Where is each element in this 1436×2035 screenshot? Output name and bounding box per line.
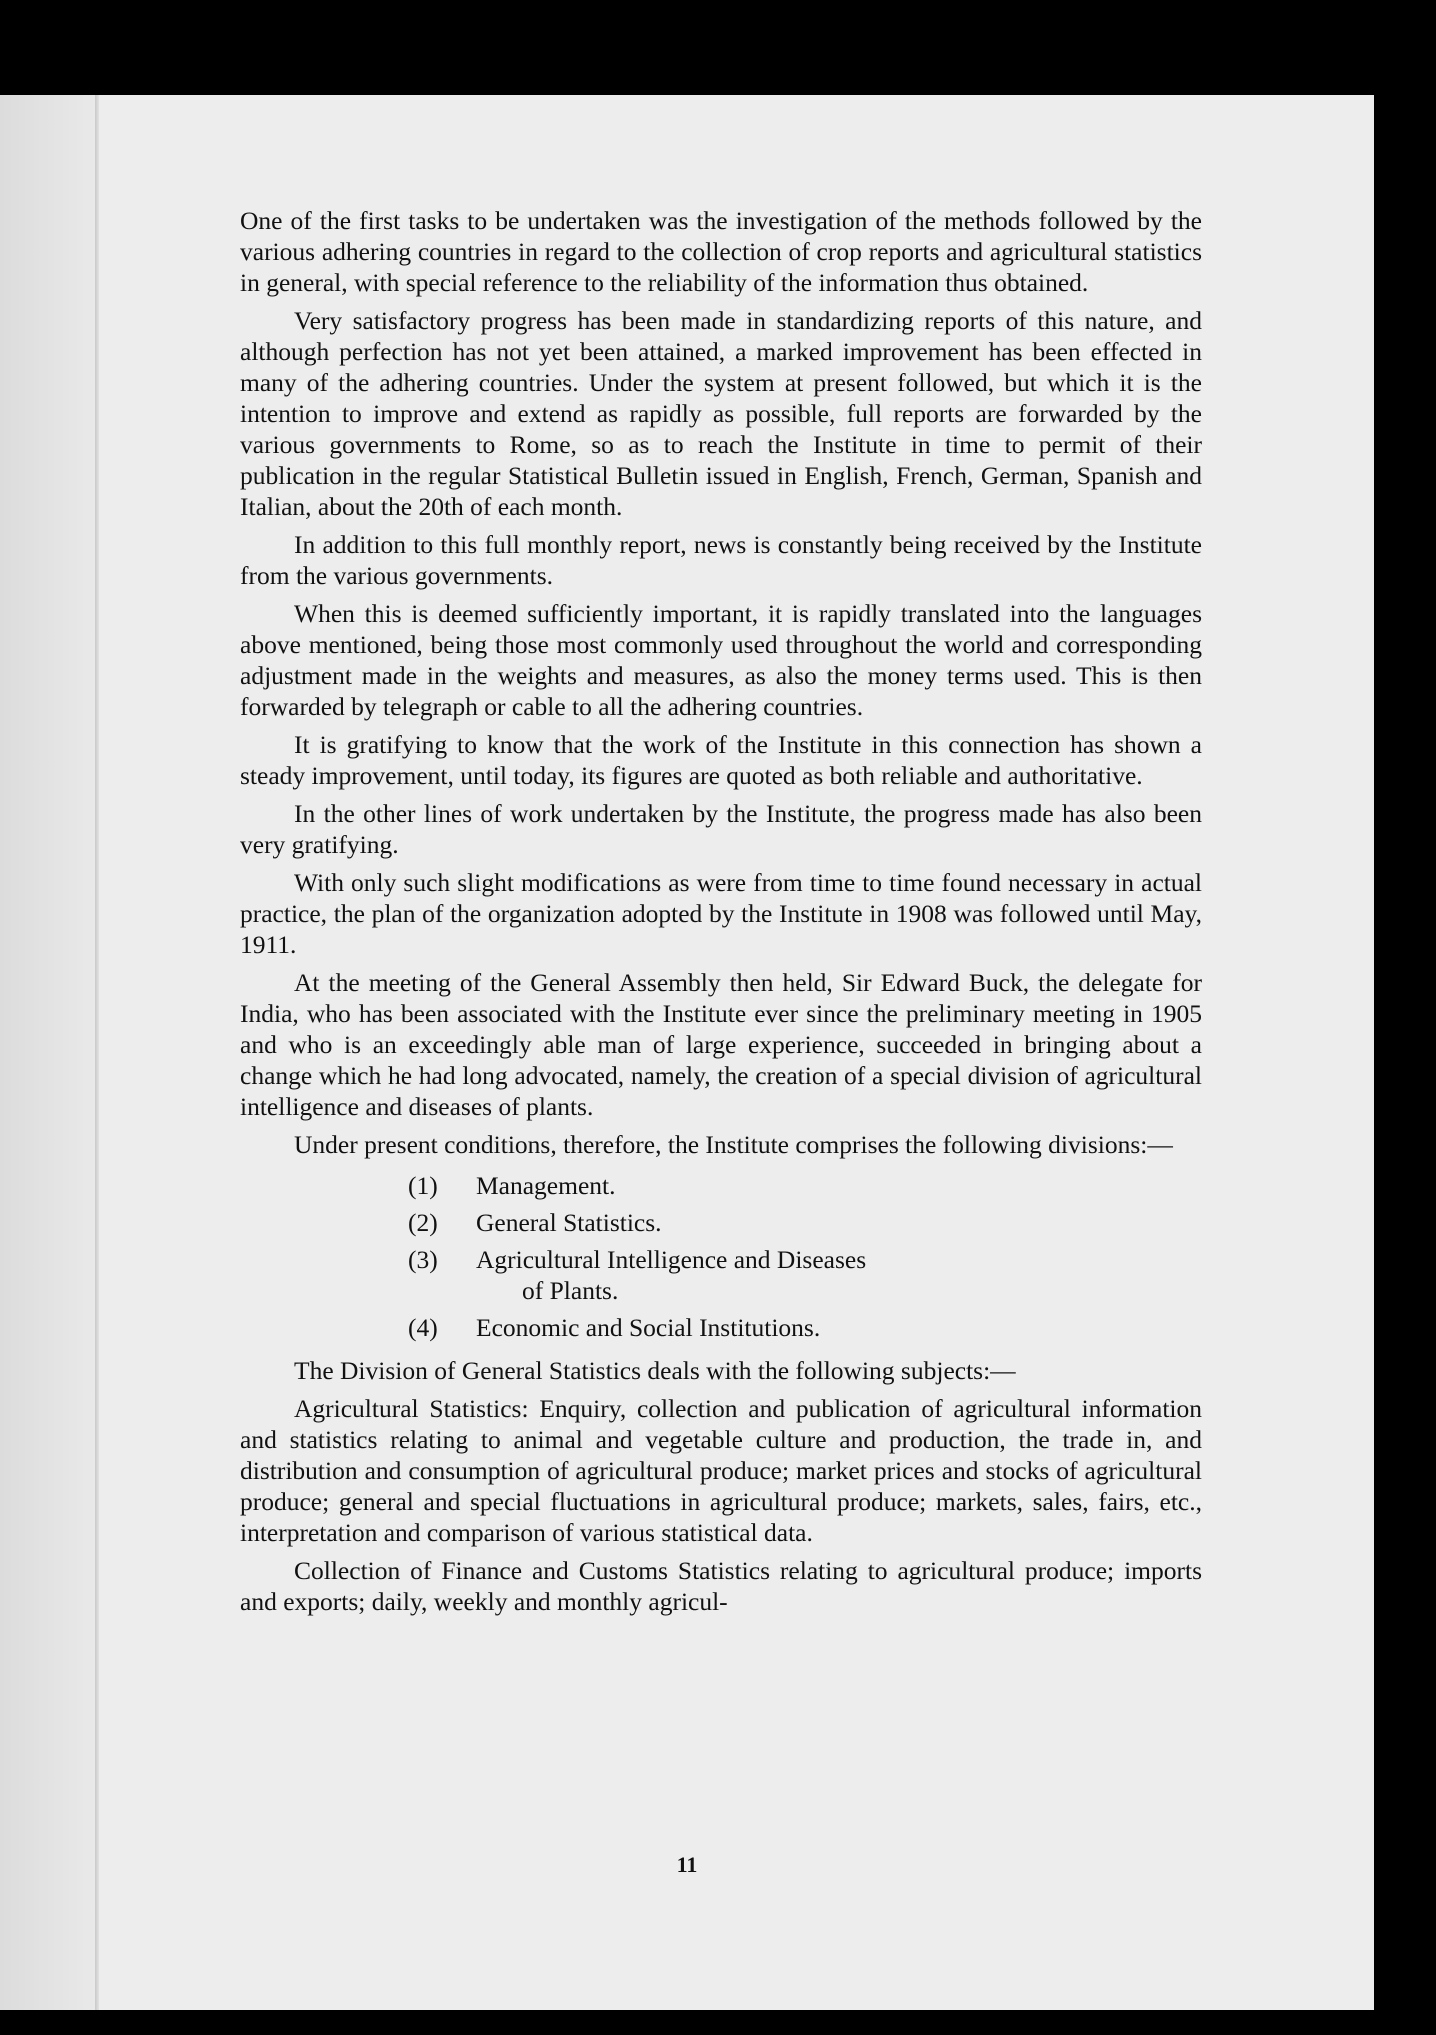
page-spine-shadow bbox=[95, 95, 99, 2010]
list-item bbox=[408, 1244, 1202, 1306]
division-label: Agricultural Intelligence and Diseases bbox=[476, 1245, 867, 1274]
paragraph: When this is deemed sufficiently important, it is rapidly translated into the languages above mentioned, being those most commonly used throughout the world and corresponding adjustment made in the weights and measures, as also the money terms used. This is then forwarded by telegraph or cable to all the adhering countries. bbox=[240, 599, 1202, 721]
division-number: (3) bbox=[408, 1245, 438, 1274]
body-text bbox=[240, 205, 1202, 1624]
division-label: General Statistics. bbox=[476, 1208, 662, 1237]
paragraph: Agricultural Statistics: Enquiry, collection and publication of agricultural information and statistics relating to animal and vegetable culture and production, the trade in, and distribution and consumption of agricultural produce; market prices and stocks of agricultural produce; general and special fluctuations in agricultural produce; markets, sales, fairs, etc., interpretation and comparison of various statistical data. bbox=[240, 1394, 1202, 1547]
division-number: (1) bbox=[408, 1171, 438, 1200]
division-number: (4) bbox=[408, 1313, 438, 1342]
division-number: (2) bbox=[408, 1208, 438, 1237]
list-item bbox=[408, 1312, 1202, 1343]
paragraph: Collection of Finance and Customs Statistics relating to agricultural produce; imports and exports; daily, weekly and monthly agricul- bbox=[240, 1556, 1202, 1616]
page-number: 11 bbox=[676, 1852, 698, 1877]
paragraph: It is gratifying to know that the work of the Institute in this connection has shown a steady improvement, until today, its figures are quoted as both reliable and authoritative. bbox=[240, 730, 1202, 790]
divisions-list bbox=[408, 1170, 1202, 1343]
paragraph: With only such slight modifications as were from time to time found necessary in actual practice, the plan of the organization adopted by the Institute in 1908 was followed until May, 1911. bbox=[240, 868, 1202, 959]
paragraph: Very satisfactory progress has been made in standardizing reports of this nature, and although perfection has not yet been attained, a marked improvement has been effected in many of the adhering countries. Under the system at present followed, but which it is the intention to improve and extend as rapidly as possible, full reports are forwarded by the various governments to Rome, so as to reach the Institute in time to permit of their publication in the regular Statistical Bulletin issued in English, French, German, Spanish and Italian, about the 20th of each month. bbox=[240, 306, 1202, 521]
paragraph: At the meeting of the General Assembly then held, Sir Edward Buck, the delegate for India, who has been associated with the Institute ever since the preliminary meeting in 1905 and who is an exceedingly able man of large experience, succeeded in bringing about a change which he had long advocated, namely, the creation of a special division of agricultural intelligence and diseases of plants. bbox=[240, 968, 1202, 1121]
book-page bbox=[0, 95, 1374, 2010]
division-label-continuation: of Plants. bbox=[522, 1276, 619, 1305]
page-fold-edge bbox=[0, 95, 95, 2010]
paragraph: One of the first tasks to be undertaken was the investigation of the methods followed by the various adhering countries in regard to the collection of crop reports and agricultural statistics in general, with special reference to the reliability of the information thus obtained. bbox=[240, 206, 1202, 297]
paragraph: In addition to this full monthly report, news is constantly being received by the Institute from the various governments. bbox=[240, 530, 1202, 590]
division-label-wrap bbox=[476, 1244, 1016, 1306]
paragraph: Under present conditions, therefore, the Institute comprises the following divisions:— bbox=[294, 1130, 1173, 1159]
paragraph: In the other lines of work undertaken by the Institute, the progress made has also been very gratifying. bbox=[240, 799, 1202, 859]
division-label: Management. bbox=[476, 1171, 616, 1200]
paragraph: The Division of General Statistics deals with the following subjects:— bbox=[294, 1356, 1016, 1385]
list-item bbox=[408, 1207, 1202, 1238]
list-item bbox=[408, 1170, 1202, 1201]
division-label: Economic and Social Institutions. bbox=[476, 1313, 821, 1342]
